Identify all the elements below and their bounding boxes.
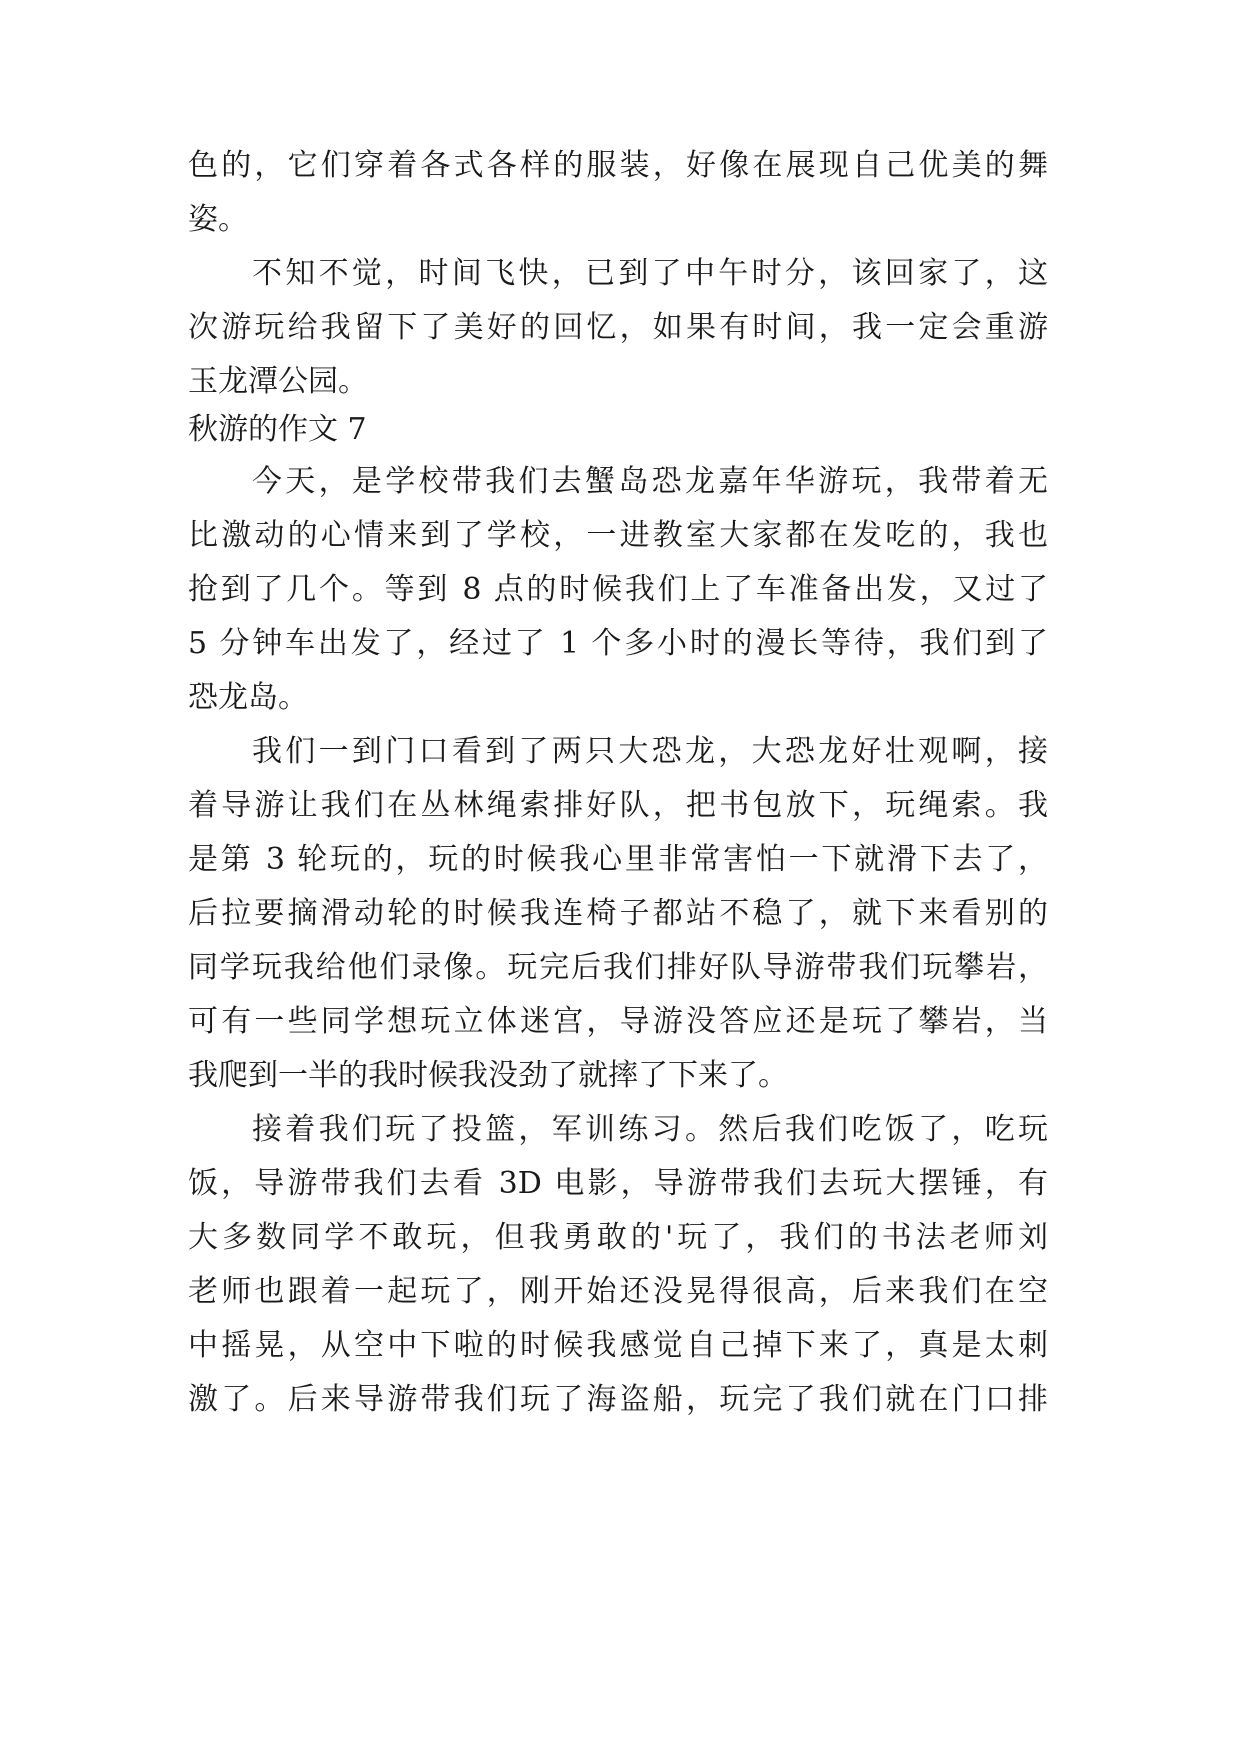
text-line: 比激动的心情来到了学校，一进教室大家都在发吃的，我也 [188,518,1048,553]
text-line: 后拉要摘滑动轮的时候我连椅子都站不稳了，就下来看别的 [188,896,1048,931]
section-heading: 秋游的作文 7 [188,412,367,447]
text-line: 抢到了几个。等到 8 点的时候我们上了车准备出发，又过了 [188,572,1048,607]
text-line: 中摇晃，从空中下啦的时候我感觉自己掉下来了，真是太刺 [188,1328,1048,1363]
text-line: 玉龙潭公园。 [188,364,368,399]
paragraph-first-line: 我们一到门口看到了两只大恐龙，大恐龙好壮观啊，接 [252,734,1048,769]
text-line: 5 分钟车出发了，经过了 1 个多小时的漫长等待，我们到了 [188,626,1048,661]
text-line: 饭，导游带我们去看 3D 电影，导游带我们去玩大摆锤，有 [188,1166,1048,1201]
text-line: 恐龙岛。 [188,680,308,715]
text-line: 是第 3 轮玩的，玩的时候我心里非常害怕一下就滑下去了， [188,842,1048,877]
text-line: 老师也跟着一起玩了，刚开始还没晃得很高，后来我们在空 [188,1274,1048,1309]
text-line: 着导游让我们在丛林绳索排好队，把书包放下，玩绳索。我 [188,788,1048,823]
text-line: 姿。 [188,202,248,237]
text-line: 我爬到一半的我时候我没劲了就摔了下来了。 [188,1058,788,1093]
text-line: 激了。后来导游带我们玩了海盗船，玩完了我们就在门口排 [188,1382,1048,1417]
text-line: 可有一些同学想玩立体迷宫，导游没答应还是玩了攀岩，当 [188,1004,1048,1039]
text-line: 色的，它们穿着各式各样的服装，好像在展现自己优美的舞 [188,148,1048,183]
paragraph-first-line: 不知不觉，时间飞快，已到了中午时分，该回家了，这 [252,256,1048,291]
text-line: 同学玩我给他们录像。玩完后我们排好队导游带我们玩攀岩， [188,950,1048,985]
text-line: 次游玩给我留下了美好的回忆，如果有时间，我一定会重游 [188,310,1048,345]
paragraph-first-line: 今天，是学校带我们去蟹岛恐龙嘉年华游玩，我带着无 [252,464,1048,499]
paragraph-first-line: 接着我们玩了投篮，军训练习。然后我们吃饭了，吃玩 [252,1112,1048,1147]
text-line: 大多数同学不敢玩，但我勇敢的'玩了，我们的书法老师刘 [188,1220,1048,1255]
